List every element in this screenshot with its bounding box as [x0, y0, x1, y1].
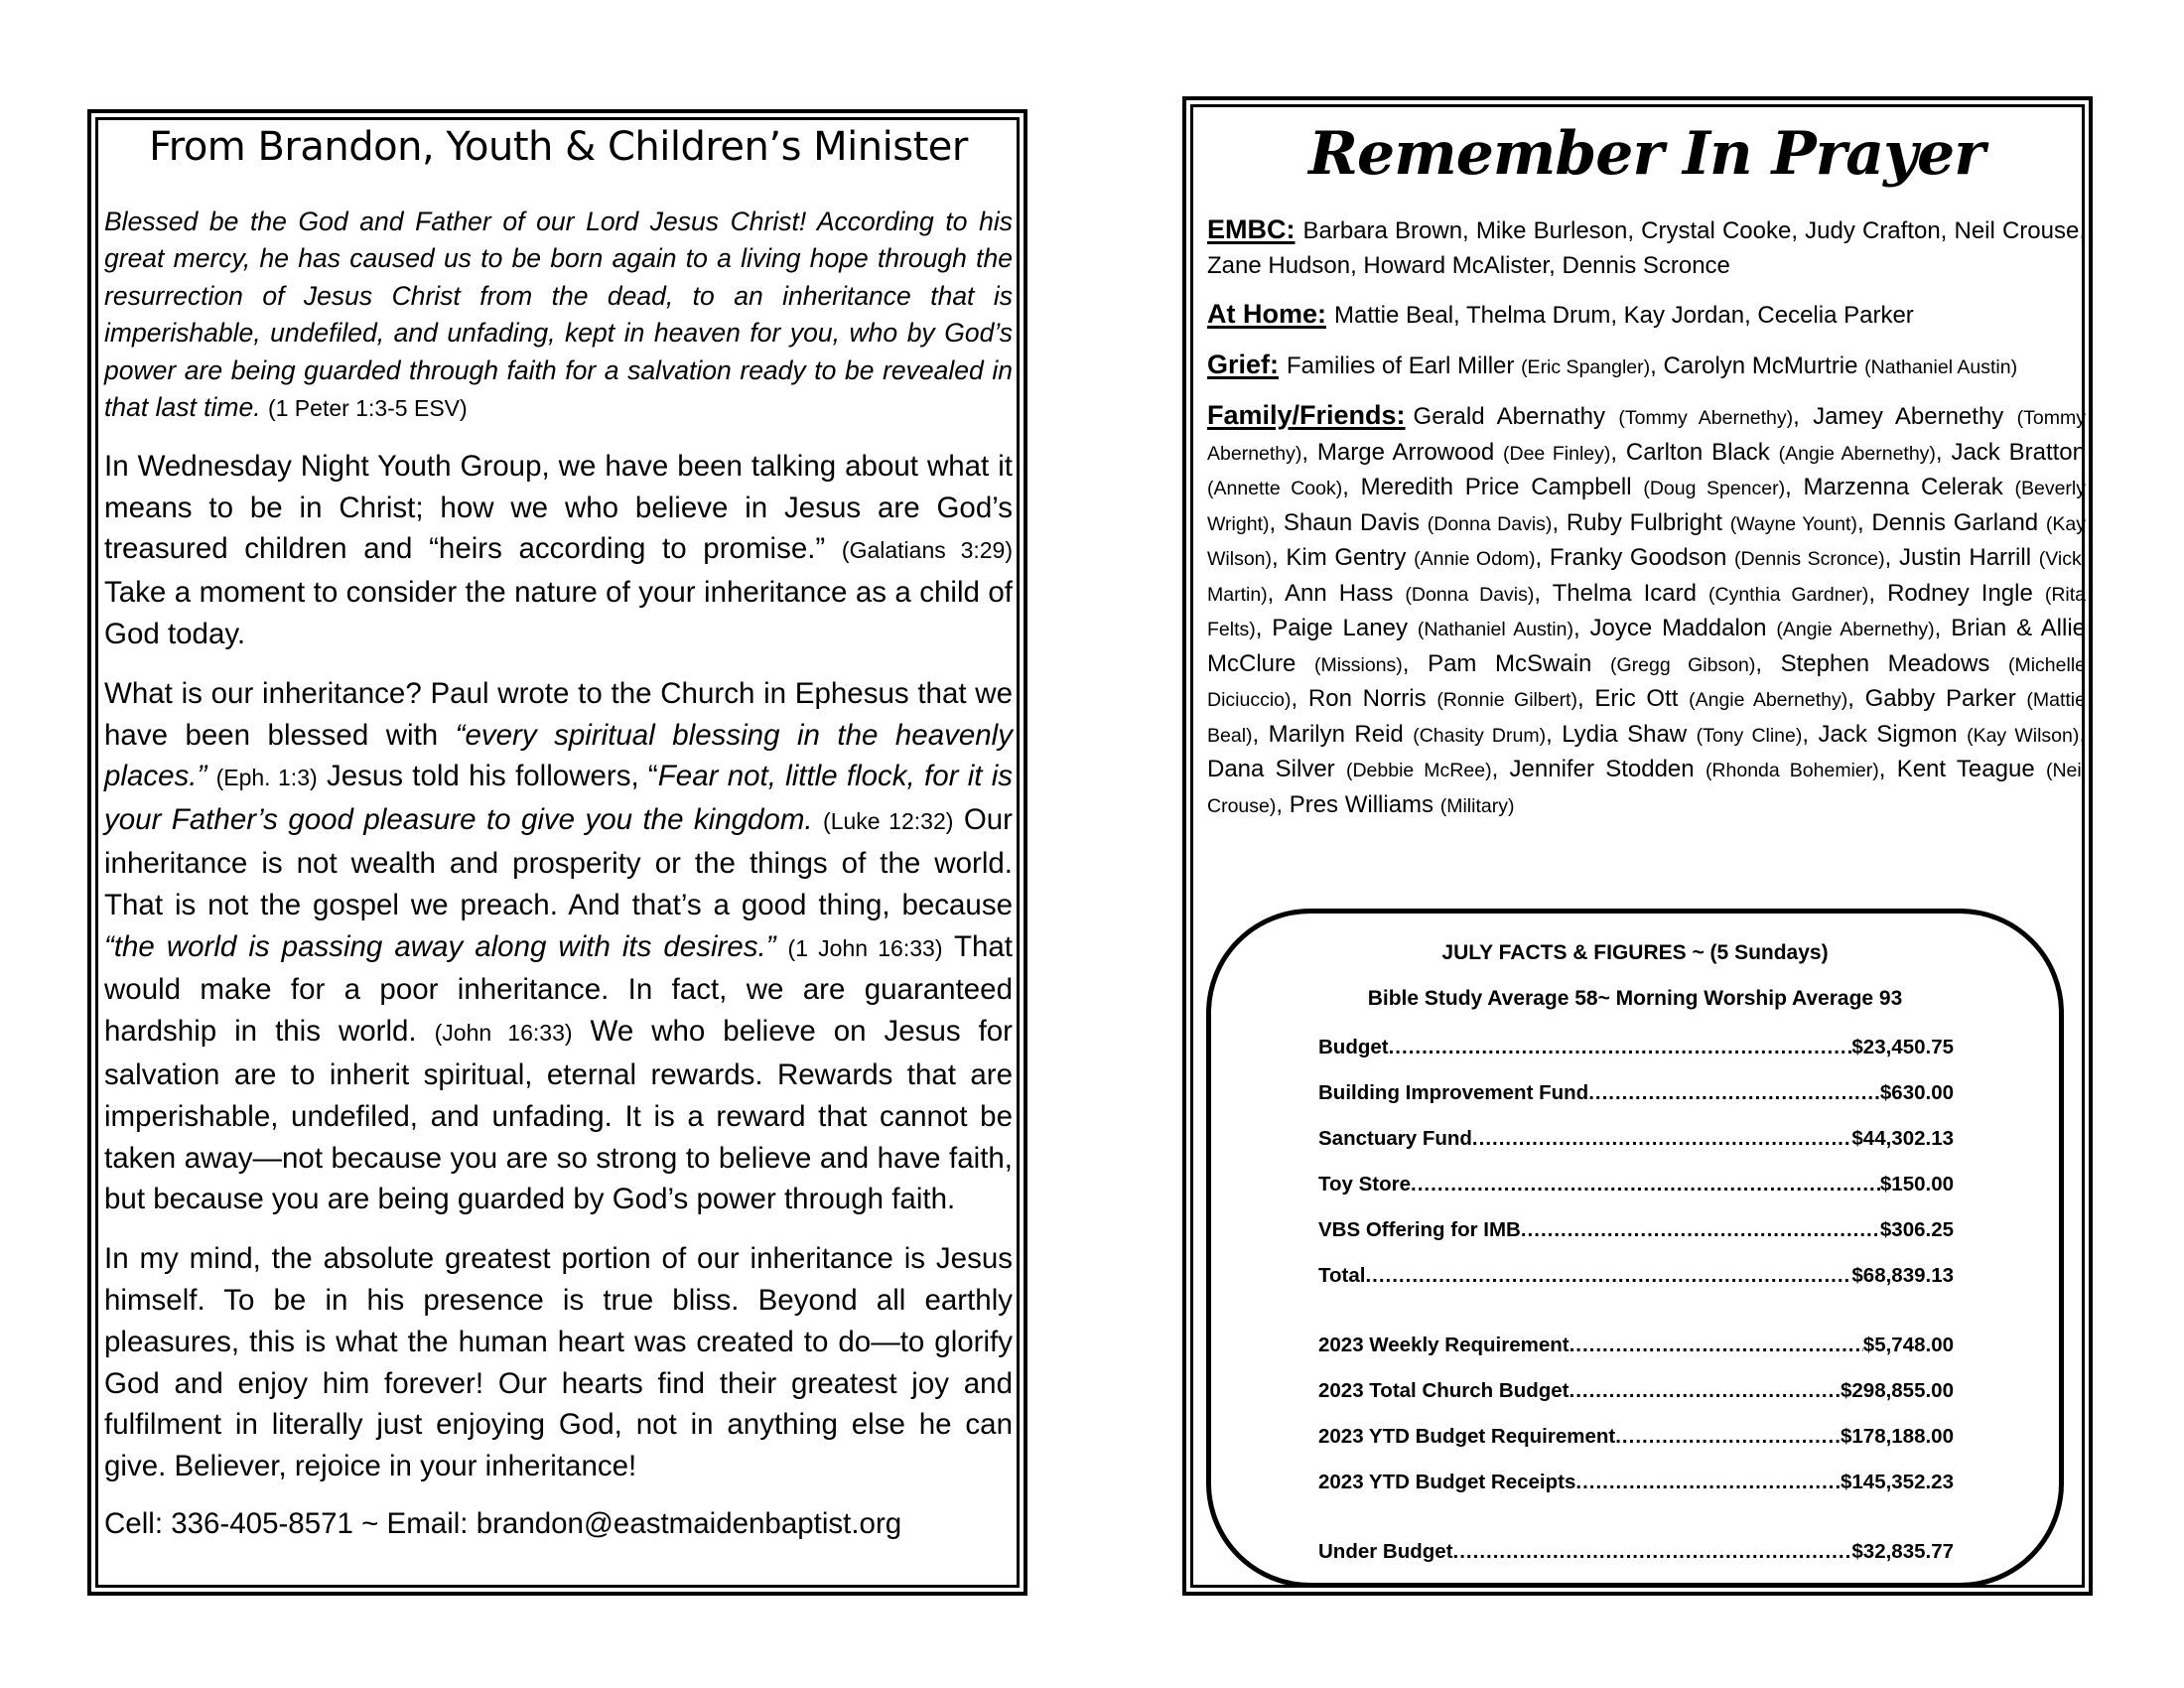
prayer-contact: (Doug Spencer)	[1643, 478, 1786, 499]
paragraph-text: Jesus told his followers, “	[326, 760, 658, 793]
paragraph-text: Take a moment to consider the nature of your inheritance as a child of God today.	[104, 576, 1013, 650]
verse-reference: (1 Peter 1:3-5 ESV)	[267, 395, 468, 422]
facts-row	[1318, 1126, 1954, 1152]
prayer-contact: (Tommy Abernethy)	[1207, 407, 2086, 465]
prayer-contact: (Angie Abernethy)	[1778, 442, 1936, 465]
prayer-name: Joyce Maddalon	[1589, 615, 1767, 641]
facts-label: VBS Offering for IMB	[1318, 1218, 1521, 1241]
paragraph-youth-group	[104, 446, 1013, 655]
facts-value: $5,748.00	[1862, 1334, 1954, 1356]
paragraph-text: In Wednesday Night Youth Group, we have been talking about what it means to be in Christ; how we who believe in Jesus are God’s treasured children and “heirs according to promise.”	[104, 449, 1013, 566]
prayer-name: Ann Hass	[1285, 579, 1394, 607]
scripture-verse	[104, 204, 1013, 428]
facts-label: 2023 YTD Budget Requirement	[1318, 1425, 1616, 1448]
scripture-reference: (Eph. 1:3)	[215, 765, 318, 791]
prayer-contact: (Nathaniel Austin)	[1864, 355, 2018, 378]
facts-row	[1318, 1424, 1954, 1450]
prayer-name: Families of Earl Miller	[1287, 352, 1515, 379]
facts-row	[1318, 1539, 1954, 1565]
section-label: Grief:	[1207, 349, 1280, 379]
facts-value: $150.00	[1879, 1173, 1954, 1196]
dot-leader	[1575, 1470, 1841, 1495]
dot-leader	[1453, 1539, 1852, 1565]
prayer-name: Pres Williams	[1289, 790, 1434, 818]
scripture-reference: (John 16:33)	[434, 1020, 573, 1047]
prayer-contact: (Chasity Drum)	[1413, 724, 1547, 747]
facts-label: Building Improvement Fund	[1318, 1081, 1589, 1104]
prayer-contact: (Wayne Yount)	[1729, 512, 1857, 535]
prayer-name: Dana Silver	[1207, 756, 1335, 782]
prayer-embc	[1207, 212, 2086, 283]
prayer-contact: (Dee Finley)	[1503, 442, 1611, 465]
prayer-name: Jack Bratton	[1951, 438, 2087, 466]
facts-value: $178,188.00	[1840, 1425, 1954, 1448]
prayer-contact: (Mattie Beal)	[1207, 689, 2086, 747]
prayer-contact: (Rhonda Bohemier)	[1705, 760, 1879, 781]
prayer-name: Marge Arrowood	[1316, 438, 1495, 466]
prayer-name: Meredith Price Campbell	[1360, 474, 1632, 500]
facts-label: Total	[1318, 1264, 1366, 1287]
facts-label: Sanctuary Fund	[1318, 1127, 1472, 1150]
prayer-name: Carlton Black	[1625, 438, 1770, 466]
facts-label: Under Budget	[1318, 1540, 1453, 1563]
prayer-contact: (Eric Spangler)	[1521, 355, 1651, 378]
prayer-name: Marzenna Celerak	[1803, 474, 2003, 500]
dot-leader	[1570, 1378, 1841, 1404]
prayer-contact: (Missions)	[1313, 653, 1403, 676]
dot-leader	[1472, 1126, 1851, 1152]
names: Barbara Brown, Mike Burleson, Crystal Cooke, Judy Crafton, Neil Crouse, Zane Hudson, Howard McAlister, Dennis Scronce	[1207, 217, 2086, 279]
prayer-contact: (Debbie McRee)	[1345, 760, 1492, 781]
facts-row	[1318, 1263, 1954, 1289]
prayer-contact: (Annette Cook)	[1207, 478, 1343, 499]
scripture-quote: Fear not, little flock, for it is your Father’s good pleasure to give you the kingdom.	[104, 760, 1014, 837]
paragraph-inheritance	[104, 673, 1013, 1220]
scripture-reference: (Galatians 3:29)	[841, 537, 1013, 564]
prayer-contact: (Nathaniel Austin)	[1417, 619, 1573, 640]
prayer-grief	[1207, 348, 2086, 385]
prayer-contact: (Ronnie Gilbert)	[1436, 689, 1577, 711]
prayer-name: Marilyn Reid	[1268, 720, 1404, 748]
prayer-name: Pam McSwain	[1428, 649, 1592, 677]
facts-row	[1318, 1333, 1954, 1358]
paragraph-text: We who believe on Jesus for salvation are to inherit spiritual, eternal rewards. Rewards that are imperishable, undefiled, and unfading. It is a reward that cannot be taken away—not because you are so strong to believe and have faith, but because you are being guarded by God’s power through faith.	[104, 1015, 1014, 1216]
ministers-letter	[104, 117, 1013, 1545]
paragraph-text: What is our inheritance? Paul wrote to the Church in Ephesus that we have been blessed with	[104, 676, 1013, 752]
facts-value: $23,450.75	[1851, 1036, 1954, 1058]
facts-value: $306.25	[1879, 1218, 1954, 1241]
prayer-name: Stephen Meadows	[1780, 649, 1990, 677]
prayer-name: Ruby Fulbright	[1566, 508, 1722, 536]
prayer-name: Rodney Ingle	[1887, 579, 2033, 607]
prayer-name: Jamey Abernethy	[1813, 403, 2004, 430]
scripture-reference: (Luke 12:32)	[823, 808, 954, 835]
prayer-name: Lydia Shaw	[1562, 720, 1688, 748]
prayer-contact: (Donna Davis)	[1405, 583, 1535, 606]
verse-text: Blessed be the God and Father of our Lord Jesus Christ! According to his great mercy, he has caused us to be born again to a living hope through the resurrection of Jesus Christ from the dead, to an inheritance that is imperishable, undefiled, and unfading, kept in heaven for you, who by God’s power are being guarded through faith for a salvation ready to be revealed in that last time.	[104, 206, 1013, 423]
prayer-contact: (Beverly Wright)	[1207, 478, 2087, 535]
scripture-reference: (1 John 16:33)	[787, 934, 943, 961]
prayer-name: Thelma Icard	[1552, 579, 1697, 607]
prayer-contact: (Donna Davis)	[1427, 512, 1553, 535]
dot-leader	[1365, 1263, 1851, 1289]
facts-figures-box	[1206, 909, 2064, 1588]
dot-leader	[1570, 1333, 1863, 1358]
prayer-family-friends	[1207, 398, 2086, 823]
prayer-name: Kent Teague	[1896, 756, 2035, 782]
facts-row	[1318, 1470, 1954, 1495]
contact-info: Cell: 336-405-8571 ~ Email: brandon@eastmaidenbaptist.org	[104, 1506, 902, 1540]
prayer-name: Justin Harrill	[1899, 544, 2032, 571]
prayer-contact: (Annie Odom)	[1414, 548, 1536, 570]
paragraph-conclusion: In my mind, the absolute greatest portion of our inheritance is Jesus himself. To be in his presence is true bliss. Beyond all earthly pleasures, this is what the human heart was created to do—to glorify God and enjoy him forever! Our hearts find their greatest joy and fulfilment in literally just enjoying God, not in anything else he can give. Believer, rejoice in your inheritance!	[104, 1242, 1013, 1483]
section-label: EMBC:	[1207, 214, 1296, 244]
facts-label: Toy Store	[1318, 1173, 1412, 1196]
facts-row	[1318, 1217, 1954, 1243]
scripture-quote: “the world is passing away along with its desires.”	[104, 929, 776, 963]
prayer-name: Carolyn McMurtrie	[1663, 352, 1858, 379]
facts-value: $630.00	[1879, 1081, 1954, 1104]
prayer-contact: (Rita Felts)	[1207, 583, 2086, 640]
facts-label: Budget	[1318, 1036, 1389, 1058]
dot-leader	[1588, 1080, 1880, 1106]
prayer-contact: (Gregg Gibson)	[1610, 653, 1756, 676]
facts-row	[1318, 1035, 1954, 1060]
facts-value: $68,839.13	[1851, 1264, 1954, 1287]
prayer-name: Jennifer Stodden	[1509, 756, 1695, 782]
facts-row	[1318, 1080, 1954, 1106]
prayer-contact: (Neil Crouse)	[1207, 760, 2087, 817]
names: Mattie Beal, Thelma Drum, Kay Jordan, Cecelia Parker	[1334, 302, 1914, 329]
prayer-name: Shaun Davis	[1283, 508, 1421, 536]
prayer-name: Franky Goodson	[1549, 544, 1727, 571]
prayer-contact: (Tommy Abernethy)	[1618, 407, 1794, 429]
prayer-contact: (Tony Cline)	[1696, 724, 1803, 747]
prayer-name: Kim Gentry	[1286, 544, 1407, 571]
prayer-at-home	[1207, 297, 2086, 334]
prayer-contact: (Angie Abernethy)	[1776, 619, 1935, 640]
facts-row	[1318, 1172, 1954, 1197]
attendance-averages: Bible Study Average 58~ Morning Worship Average 93	[1367, 987, 1903, 1010]
letter-title: From Brandon, Youth & Children’s Minister	[149, 124, 968, 170]
prayer-name: Gabby Parker	[1864, 685, 2016, 712]
dot-leader	[1615, 1424, 1841, 1450]
facts-value: $298,855.00	[1840, 1379, 1954, 1402]
prayer-title: Remember In Prayer	[1308, 119, 1984, 189]
facts-label: 2023 Weekly Requirement	[1318, 1334, 1570, 1356]
prayer-name: Gerald Abernathy	[1413, 403, 1606, 430]
prayer-contact: (Michelle Diciuccio)	[1207, 653, 2087, 711]
prayer-contact: (Angie Abernethy)	[1689, 689, 1848, 711]
prayer-name: Dennis Garland	[1871, 508, 2039, 536]
dot-leader	[1411, 1172, 1880, 1197]
facts-value: $44,302.13	[1851, 1127, 1954, 1150]
prayer-name: Ron Norris	[1307, 685, 1427, 712]
dot-leader	[1521, 1217, 1880, 1243]
prayer-list	[1207, 109, 2086, 823]
prayer-contact: (Kay Wilson)	[1967, 724, 2080, 747]
prayer-contact: (Dennis Scronce)	[1733, 548, 1885, 570]
prayer-contact: (Kay Wilson)	[1207, 512, 2086, 570]
prayer-contact: (Military)	[1439, 794, 1515, 817]
paragraph-text: Our inheritance is not wealth and prosperity or the things of the world. That is not the gospel we preach. And that’s a good thing, because	[104, 803, 1013, 921]
facts-row	[1318, 1378, 1954, 1404]
prayer-contact: (Cynthia Gardner)	[1708, 583, 1869, 606]
prayer-name: Jack Sigmon	[1818, 720, 1958, 748]
scripture-quote: “every spiritual blessing in the heavenly places.”	[104, 718, 1013, 793]
section-label: Family/Friends:	[1207, 400, 1406, 430]
prayer-name: Brian & Allie McClure	[1207, 615, 2087, 677]
section-label: At Home:	[1207, 299, 1326, 329]
facts-label: 2023 YTD Budget Receipts	[1318, 1471, 1576, 1493]
facts-title: JULY FACTS & FIGURES ~ (5 Sundays)	[1441, 941, 1829, 964]
facts-label: 2023 Total Church Budget	[1318, 1379, 1570, 1402]
prayer-contact: (Vicki Martin)	[1207, 548, 2087, 606]
prayer-name: Paige Laney	[1272, 615, 1408, 641]
paragraph-text: That would make for a poor inheritance. In fact, we are guaranteed hardship in this world.	[104, 929, 1013, 1049]
grief-entries: Families of Earl Miller (Eric Spangler), Carolyn McMurtrie (Nathaniel Austin)	[1287, 352, 2018, 379]
family-friends-entries: Gerald Abernathy (Tommy Abernethy), Jamey Abernethy (Tommy Abernethy), Marge Arrowood (Dee Finley), Carlton Black (Angie Abernethy), Jack Bratton (Annette Cook), Meredith Price Campbell (Doug Spencer), Marzenna Celerak (Beverly Wright), Shaun Davis (Donna Davis), Ruby Fulbright (Wayne Yount), Dennis Garland (Kay Wilson), Kim Gentry (Annie Odom), Franky Goodson (Dennis Scronce), Justin Harrill (Vicki Martin), Ann Hass (Donna Davis), Thelma Icard (Cynthia Gardner), Rodney Ingle (Rita Felts), Paige Laney (Nathaniel Austin), Joyce Maddalon (Angie Abernethy), Brian & Allie McClure (Missions), Pam McSwain (Gregg Gibson), Stephen Meadows (Michelle Diciuccio), Ron Norris (Ronnie Gilbert), Eric Ott (Angie Abernethy), Gabby Parker (Mattie Beal), Marilyn Reid (Chasity Drum), Lydia Shaw (Tony Cline), Jack Sigmon (Kay Wilson), Dana Silver (Debbie McRee), Jennifer Stodden (Rhonda Bohemier), Kent Teague (Neil Crouse), Pres Williams (Military)	[1207, 403, 2087, 818]
facts-value: $145,352.23	[1840, 1471, 1954, 1493]
dot-leader	[1389, 1035, 1852, 1060]
facts-value: $32,835.77	[1851, 1540, 1954, 1563]
prayer-name: Eric Ott	[1594, 685, 1679, 712]
